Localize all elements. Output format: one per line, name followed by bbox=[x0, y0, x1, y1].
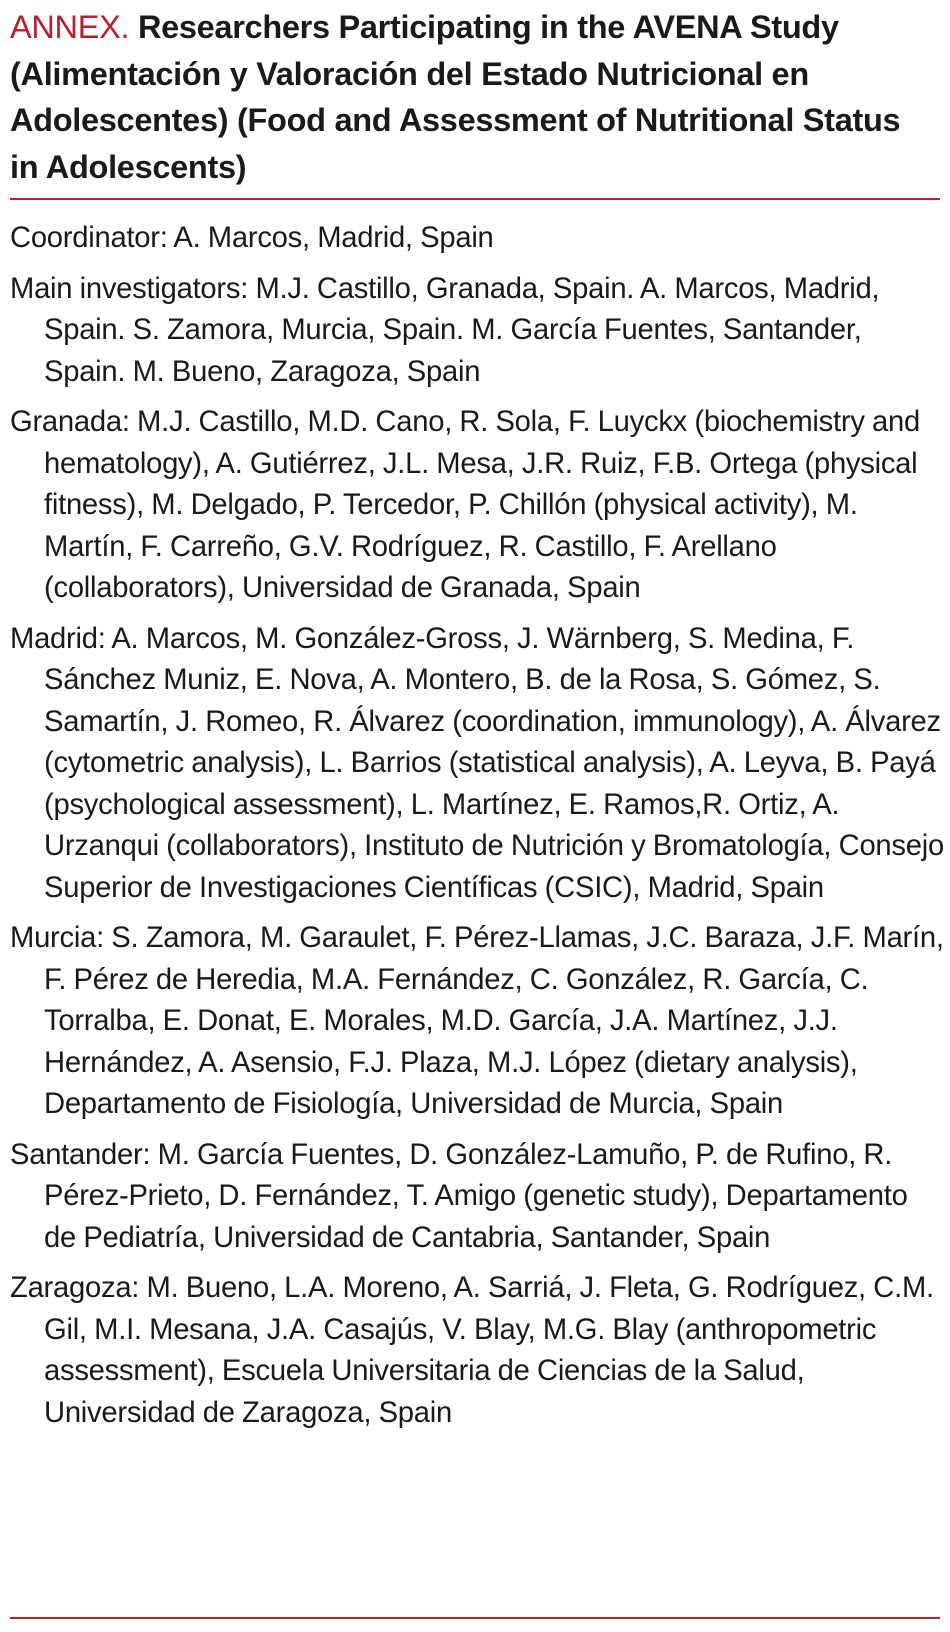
entry-coordinator: Coordinator: A. Marcos, Madrid, Spain bbox=[10, 222, 494, 254]
entry-murcia: Murcia: S. Zamora, M. Garaulet, F. Pérez-Llamas, J.C. Baraza, J.F. Marín, F. Pérez de Heredia, M.A. Fernández, C. González, R. García, C. Torralba, E. Donat, E. Morales, M.D. García, J.A. Martínez, J.J. Hernández, A. Asensio, F.J. Plaza, M.J. López (dietary analysis), Departamento de Fisiología, Universidad de Murcia, Spain bbox=[10, 922, 944, 1120]
entry-santander: Santander: M. García Fuentes, D. González-Lamuño, P. de Rufino, R. Pérez-Prieto, D. Fernández, T. Amigo (genetic study), Departamento de Pediatría, Universidad de Cantabria, Santander, Spain bbox=[10, 1138, 908, 1254]
annex-label: ANNEX. bbox=[10, 9, 130, 45]
entry-main-investigators: Main investigators: M.J. Castillo, Granada, Spain. A. Marcos, Madrid, Spain. S. Zamora, Murcia, Spain. M. García Fuentes, Santander, Spain. M. Bueno, Zaragoza, Spain bbox=[10, 272, 880, 388]
bottom-rule bbox=[10, 1617, 940, 1619]
entry-granada: Granada: M.J. Castillo, M.D. Cano, R. Sola, F. Luyckx (biochemistry and hematology), A. Gutiérrez, J.L. Mesa, J.R. Ruiz, F.B. Ortega (physical fitness), M. Delgado, P. Tercedor, P. Chillón (physical activity), M. Martín, F. Carreño, G.V. Rodríguez, R. Castillo, F. Arellano (collaborators), Universidad de Granada, Spain bbox=[10, 406, 920, 604]
annex-title-text: Researchers Participating in the AVENA Study (Alimentación y Valoración del Estado Nutricional en Adolescentes) (Food and Assessment of Nutritional Status in Adolescents) bbox=[10, 9, 901, 185]
annex-title bbox=[10, 0, 925, 190]
top-rule bbox=[10, 198, 940, 200]
researchers-list bbox=[10, 218, 945, 1434]
entry-madrid: Madrid: A. Marcos, M. González-Gross, J. Wärnberg, S. Medina, F. Sánchez Muniz, E. Nova, A. Montero, B. de la Rosa, S. Gómez, S. Samartín, J. Romeo, R. Álvarez (coordination, immunology), A. Álvarez (cytometric analysis), L. Barrios (statistical analysis), A. Leyva, B. Payá (psychological assessment), L. Martínez, E. Ramos,R. Ortiz, A. Urzanqui (collaborators), Instituto de Nutrición y Bromatología, Consejo Superior de Investigaciones Científicas (CSIC), Madrid, Spain bbox=[10, 622, 944, 904]
entry-zaragoza: Zaragoza: M. Bueno, L.A. Moreno, A. Sarriá, J. Fleta, G. Rodríguez, C.M. Gil, M.I. Mesana, J.A. Casajús, V. Blay, M.G. Blay (anthropometric assessment), Escuela Universitaria de Ciencias de la Salud, Universidad de Zaragoza, Spain bbox=[10, 1272, 934, 1429]
